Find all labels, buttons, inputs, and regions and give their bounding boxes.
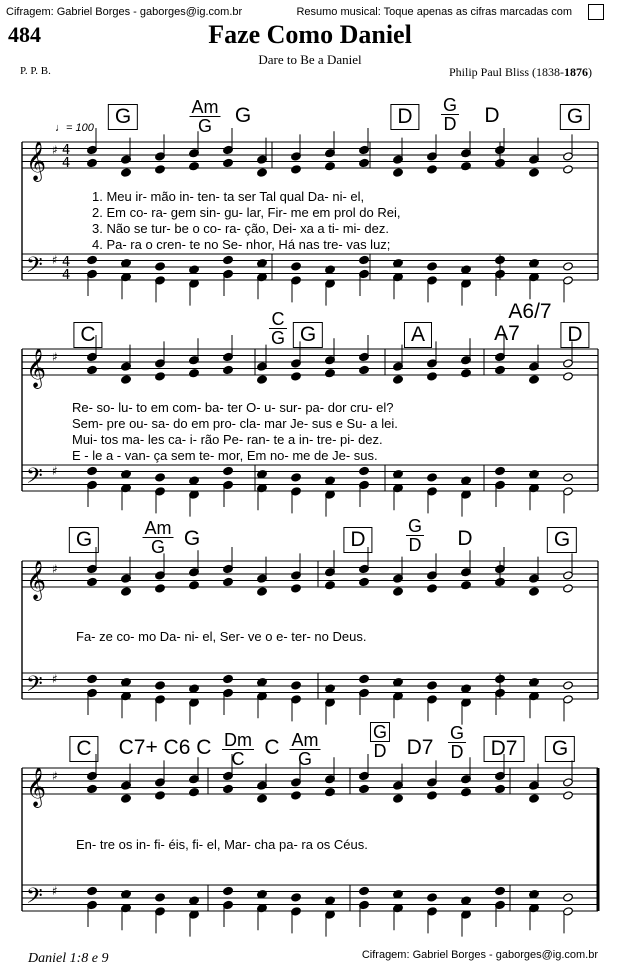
note-head <box>87 466 98 475</box>
note-head <box>155 165 166 174</box>
note-head <box>325 896 336 905</box>
note-head <box>529 168 540 177</box>
bass-clef: 𝄢 <box>26 884 43 914</box>
hymn-title: Faze Como Daniel <box>208 20 412 49</box>
lyric-verse-2: 2. Em co- ra- gem sin- gu- lar, Fir- me em prol do Rei, <box>92 205 401 220</box>
note-head <box>427 262 438 271</box>
note-head <box>121 470 132 479</box>
note-head <box>189 162 200 171</box>
lyric-verse-3: 3. Não se tur- be o co- ra- ção, Dei- xa a ti- mi- dez. <box>92 221 389 236</box>
note-head <box>393 375 404 384</box>
chord-box-d: D <box>343 527 372 553</box>
scripture-reference: Daniel 1:8 e 9 <box>28 951 109 966</box>
note-head <box>257 587 268 596</box>
note-head <box>155 681 166 690</box>
note-head <box>257 168 268 177</box>
note-head <box>393 168 404 177</box>
chord-d: D <box>484 104 500 127</box>
note-head <box>563 893 574 902</box>
note-head <box>87 784 98 793</box>
chord-am-over-g: $\frac{Am}{G}$ <box>191 97 219 136</box>
note-head <box>495 784 506 793</box>
note-head <box>189 581 200 590</box>
note-head <box>529 794 540 803</box>
note-head <box>189 476 200 485</box>
note-head <box>393 890 404 899</box>
tempo-marking: ♩= 100 <box>55 122 94 134</box>
key-signature-sharp: ♯ <box>52 350 58 364</box>
note-head <box>461 896 472 905</box>
lyric-verse-1: 1. Meu ir- mão in- ten- ta ser Tal qual Da- ni- el, <box>92 189 365 204</box>
chord-box-g: G <box>108 104 138 130</box>
lyric-verse-4: 4. Pa- ra o cren- te no Se- nhor, Há nas tre- vas luz; <box>92 237 391 252</box>
note-head <box>189 369 200 378</box>
note-head <box>291 791 302 800</box>
chord-c-over-g: $\frac{C}{G}$ <box>270 309 286 348</box>
note-head <box>495 255 506 264</box>
note-head <box>291 893 302 902</box>
treble-clef: 𝄞 <box>26 141 47 181</box>
chord-am-over-g: $\frac{Am}{G}$ <box>291 730 319 769</box>
note-head <box>87 365 98 374</box>
note-head <box>495 886 506 895</box>
chord-box-g: G <box>293 322 323 348</box>
key-signature-sharp: ♯ <box>52 884 58 898</box>
credit-top-left: Cifragem: Gabriel Borges - gaborges@ig.com.br <box>6 6 243 18</box>
note-head <box>393 678 404 687</box>
note-head <box>427 473 438 482</box>
note-head <box>427 791 438 800</box>
note-head <box>87 886 98 895</box>
note-head <box>495 365 506 374</box>
note-head <box>529 259 540 268</box>
time-signature: 4 <box>62 143 71 158</box>
treble-clef: 𝄞 <box>26 767 47 807</box>
note-head <box>257 470 268 479</box>
chord-box-g: G <box>545 736 575 762</box>
lyric-chorus: Fa- ze co- mo Da- ni- el, Ser- ve o e- ter- no Deus. <box>76 629 367 644</box>
chord-g-over-d: $\frac{G}{D}$ <box>449 723 465 762</box>
note-head <box>563 165 574 174</box>
note-head <box>325 581 336 590</box>
chord-g: G <box>183 527 201 550</box>
note-head <box>427 584 438 593</box>
note-head <box>155 893 166 902</box>
note-head <box>563 372 574 381</box>
note-head <box>155 791 166 800</box>
note-head <box>529 470 540 479</box>
chord-box-d: D <box>390 104 419 130</box>
note-head <box>325 476 336 485</box>
note-head <box>529 587 540 596</box>
note-head <box>223 255 234 264</box>
note-head <box>257 794 268 803</box>
note-head <box>121 259 132 268</box>
note-head <box>189 788 200 797</box>
note-head <box>121 168 132 177</box>
summary-note: Resumo musical: Toque apenas as cifras marcadas com <box>296 6 572 18</box>
chord-c: C <box>264 736 280 759</box>
chord-am-over-g: $\frac{Am}{G}$ <box>144 518 172 557</box>
note-head <box>87 158 98 167</box>
note-head <box>291 681 302 690</box>
note-head <box>223 365 234 374</box>
note-head <box>325 265 336 274</box>
note-head <box>223 577 234 586</box>
hymn-subtitle: Dare to Be a Daniel <box>258 52 362 67</box>
chord-box-g: G <box>69 527 99 553</box>
note-head <box>291 262 302 271</box>
note-head <box>87 577 98 586</box>
chord-box-g: G <box>560 104 590 130</box>
chord-a7: A7 <box>494 322 520 345</box>
note-head <box>257 890 268 899</box>
note-head <box>563 791 574 800</box>
note-head <box>529 890 540 899</box>
lyric-verse-2: Sem- pre ou- sa- do em pro- cla- mar Je- sus e Su- a lei. <box>72 416 398 431</box>
note-head <box>427 681 438 690</box>
note-head <box>359 466 370 475</box>
bass-clef: 𝄢 <box>26 672 43 702</box>
bass-clef: 𝄢 <box>26 253 43 283</box>
note-head <box>121 375 132 384</box>
note-head <box>461 581 472 590</box>
hymn-number: 484 <box>8 22 41 47</box>
note-head <box>359 577 370 586</box>
note-head <box>461 788 472 797</box>
note-head <box>393 259 404 268</box>
chord-d: D <box>457 527 473 550</box>
note-head <box>563 681 574 690</box>
chord-box-c: C <box>69 736 98 762</box>
time-signature: 4 <box>62 255 71 270</box>
chord-a6-7: A6/7 <box>508 300 552 323</box>
chord-box-d7: D7 <box>484 736 525 762</box>
note-head <box>393 470 404 479</box>
note-head <box>121 587 132 596</box>
note-head <box>291 473 302 482</box>
note-head <box>189 684 200 693</box>
note-head <box>461 476 472 485</box>
key-signature-sharp: ♯ <box>52 769 58 783</box>
note-head <box>359 886 370 895</box>
note-head <box>155 473 166 482</box>
note-head <box>563 584 574 593</box>
chord-box-g-over-d: $\frac{G}{D}$ <box>370 722 390 760</box>
lyric-chorus-end: En- tre os in- fi- éis, fi- el, Mar- cha pa- ra os Céus. <box>76 837 368 852</box>
chord-g-over-d: $\frac{G}{D}$ <box>407 516 423 555</box>
credit-bottom-right: Cifragem: Gabriel Borges - gaborges@ig.com.br <box>361 949 598 961</box>
note-head <box>325 788 336 797</box>
note-head <box>87 255 98 264</box>
composer-credit: Philip Paul Bliss (1838-1876) <box>448 65 592 79</box>
note-head <box>427 372 438 381</box>
note-head <box>461 265 472 274</box>
lyric-verse-4: E - le a - van- ça sem te- mor, Em no- me de Je- sus. <box>72 448 378 463</box>
note-head <box>495 158 506 167</box>
note-head <box>359 158 370 167</box>
note-head <box>223 784 234 793</box>
note-head <box>223 466 234 475</box>
treble-clef: 𝄞 <box>26 560 47 600</box>
note-head <box>529 375 540 384</box>
note-head <box>189 896 200 905</box>
note-head <box>563 473 574 482</box>
note-head <box>257 259 268 268</box>
note-head <box>257 375 268 384</box>
meter-label: P. P. B. <box>20 65 51 77</box>
note-head <box>291 372 302 381</box>
treble-clef: 𝄞 <box>26 348 47 388</box>
note-head <box>87 674 98 683</box>
note-head <box>427 165 438 174</box>
note-head <box>359 674 370 683</box>
lyric-verse-3: Mui- tos ma- les ca- i- rão Pe- ran- te a in- tre- pi- dez. <box>72 432 383 447</box>
note-head <box>189 265 200 274</box>
chord-box-a: A <box>404 322 432 348</box>
note-head <box>495 577 506 586</box>
note-head <box>359 255 370 264</box>
note-head <box>427 893 438 902</box>
note-head <box>461 369 472 378</box>
chord-box-g: G <box>547 527 577 553</box>
note-head <box>121 794 132 803</box>
note-head <box>529 678 540 687</box>
note-head <box>393 587 404 596</box>
lyric-verse-1: Re- so- lu- to em com- ba- ter O- u- sur- pa- dor cru- el? <box>72 400 394 415</box>
note-head <box>291 584 302 593</box>
note-head <box>223 886 234 895</box>
key-signature-sharp: ♯ <box>52 253 58 267</box>
note-head <box>121 890 132 899</box>
note-head <box>495 466 506 475</box>
chord-box-c: C <box>73 322 102 348</box>
key-signature-sharp: ♯ <box>52 562 58 576</box>
note-head <box>155 584 166 593</box>
note-head <box>155 372 166 381</box>
note-head <box>121 678 132 687</box>
note-head <box>461 684 472 693</box>
note-head <box>359 365 370 374</box>
note-head <box>359 784 370 793</box>
time-signature: 4 <box>62 156 71 171</box>
note-head <box>325 684 336 693</box>
key-signature-sharp: ♯ <box>52 672 58 686</box>
note-head <box>325 369 336 378</box>
note-head <box>495 674 506 683</box>
note-head <box>223 158 234 167</box>
chord-d7: D7 <box>406 736 434 759</box>
chord-box-d: D <box>560 322 589 348</box>
note-head <box>155 262 166 271</box>
note-head <box>563 262 574 271</box>
note-head <box>325 162 336 171</box>
chord-dm-over-c: $\frac{Dm}{C}$ <box>224 730 252 769</box>
note-head <box>257 678 268 687</box>
note-head <box>223 674 234 683</box>
note-head <box>393 794 404 803</box>
key-signature-sharp: ♯ <box>52 464 58 478</box>
chord-g: G <box>234 104 252 127</box>
chord-c7-c6-c: C7+ C6 C <box>118 736 212 759</box>
chord-g-over-d: $\frac{G}{D}$ <box>442 95 458 134</box>
key-signature-sharp: ♯ <box>52 143 58 157</box>
note-head <box>291 165 302 174</box>
bass-clef: 𝄢 <box>26 464 43 494</box>
time-signature: 4 <box>62 268 71 283</box>
note-head <box>461 162 472 171</box>
